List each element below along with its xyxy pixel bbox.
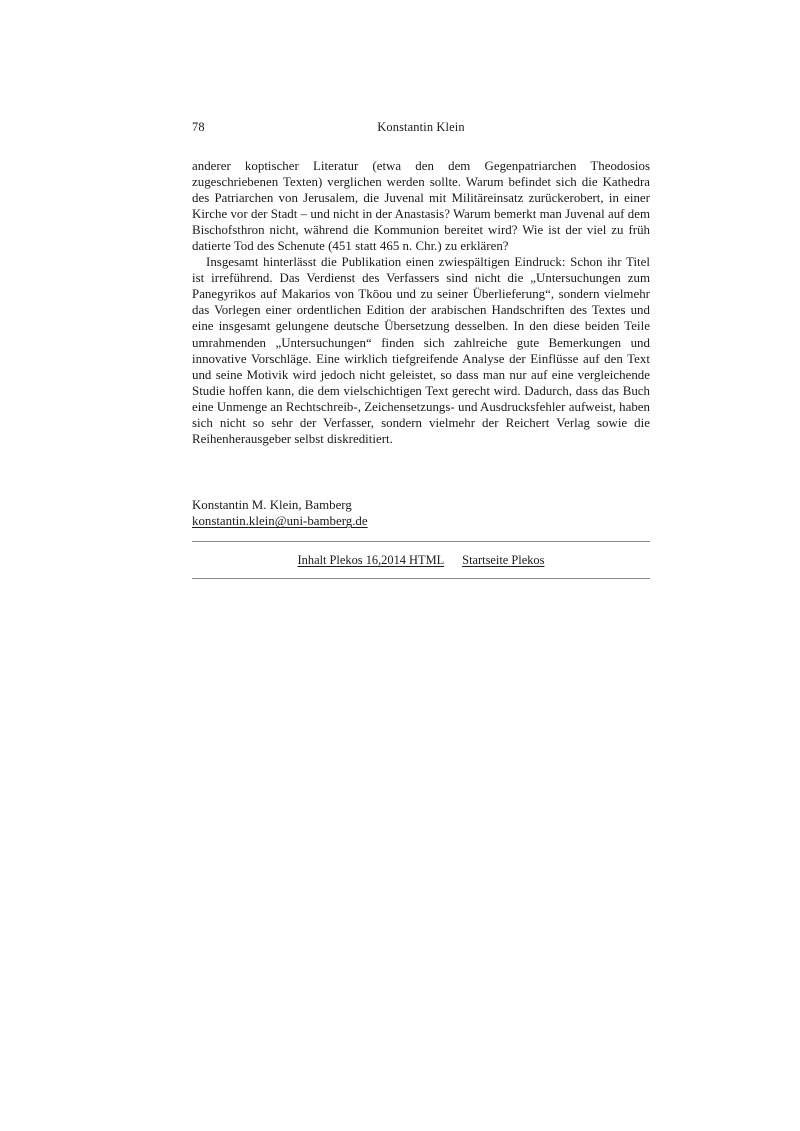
footer-rule-top: [192, 541, 650, 542]
footer-rule-bottom: [192, 578, 650, 579]
signature-block: [192, 497, 650, 529]
footer-navigation: [192, 551, 650, 569]
link-startseite-plekos[interactable]: Startseite Plekos: [462, 553, 545, 567]
paragraph-2: Insgesamt hinterlässt die Publikation einen zwiespältigen Eindruck: Schon ihr Titel ist irreführend. Das Verdienst des Verfassers sind nicht die „Untersuchungen zum Panegyrikos auf Makarios von Tkōou und zu seiner Überlieferung“, sondern vielmehr das Vorlegen einer ordentlichen Edition der arabischen Handschriften des Textes und eine insgesamt gelungene deutsche Übersetzung desselben. In den diese beiden Teile umrahmenden „Untersuchungen“ finden sich zahlreiche gute Bemerkungen und innovative Vorschläge. Eine wirklich tiefgreifende Analyse der Einflüsse auf den Text und seine Motivik wird jedoch nicht geleistet, so dass man nur auf eine vergleichende Studie hoffen kann, die dem vielschichtigen Text gerecht wird. Dadurch, dass das Buch eine Unmenge an Rechtschreib-, Zeichensetzungs- und Ausdrucksfehler aufweist, haben sich nicht so sehr der Verfasser, sondern vielmehr der Reichert Verlag sowie die Reihenherausgeber selbst diskreditiert.: [192, 255, 650, 446]
link-inhalt-plekos[interactable]: Inhalt Plekos 16,2014 HTML: [297, 553, 445, 567]
author-name: Konstantin M. Klein, Bamberg: [192, 498, 352, 512]
author-email-link[interactable]: konstantin.klein@uni-bamberg.de: [192, 514, 368, 529]
running-head-title: Konstantin Klein: [377, 120, 465, 134]
running-head: [192, 118, 650, 136]
paragraph-1: anderer koptischer Literatur (etwa den dem Gegenpatriarchen Theodosios zugeschriebenen Texten) verglichen werden sollte. Warum befindet sich die Kathedra des Patriarchen von Jerusalem, die Juvenal mit Militäreinsatz zurückerobert, in einer Kirche vor der Stadt – und nicht in der Anastasis? Warum bemerkt man Juvenal auf dem Bischofsthron nicht, während die Kommunion bereitet wird? Wie ist der viel zu früh datierte Tod des Schenute (451 statt 465 n. Chr.) zu erklären?: [192, 159, 650, 254]
body-text: [192, 158, 650, 447]
page-number: 78: [192, 120, 205, 134]
